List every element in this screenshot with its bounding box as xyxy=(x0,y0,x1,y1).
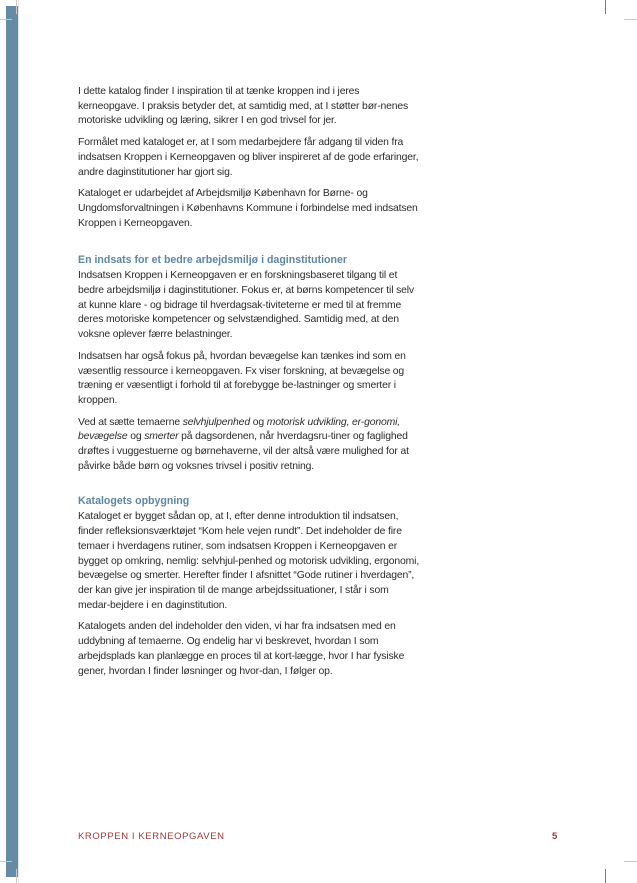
text-span: og xyxy=(127,431,145,443)
section-paragraph: Indsatsen Kroppen i Kerneopgaven er en forskningsbaseret tilgang til et bedre arbejdsmiljø i daginstitutioner. Fokus er, at børns kompetencer til selv at kunne klare - og bidrage til hverdagsak-tiviteterne er med til at fremme deres motoriske kompetencer og selvstændighed. Samtidig med, at den voksne oplever færre belastninger. xyxy=(78,270,414,341)
text-span: på dagsordenen, når hverdagsru-tiner og faglighed drøftes i vuggestuerne og børnehaverne, vil der altså være mulighed for at påvirke både børn og voksnes trivsel i positiv retning. xyxy=(78,431,409,472)
page-edge-line xyxy=(18,0,19,883)
crop-mark-bottom-right-h xyxy=(624,861,637,862)
section-heading: Katalogets opbygning xyxy=(78,495,190,508)
section-paragraph xyxy=(78,416,423,475)
page-body xyxy=(78,85,423,686)
crop-mark-bottom-left-v xyxy=(16,869,17,883)
emphasis-text: selvhjulpenhed xyxy=(182,416,250,428)
crop-mark-top-left-v xyxy=(16,0,17,14)
footer-title: KROPPEN I KERNEOPGAVEN xyxy=(78,831,225,842)
section-paragraph: Kataloget er bygget sådan op, at I, efter denne introduktion til indsatsen, finder refleksionsværktøjet “Kom hele vejen rundt”. Det indeholder de fire temaer i hverdagens rutiner, som indsatsen Kroppen i Kerneopgaven er bygget op omkring, nemlig: selvhjul-penhed og motorisk udvikling, ergonomi, bevægelse og smerter. Herefter finder I afsnittet “Gode rutiner i hverdagen”, der kan give jer inspiration til de mange arbejdssituationer, I står i som medar-bejdere i en daginstitution. xyxy=(78,511,420,611)
crop-mark-top-right-v xyxy=(605,0,606,14)
intro-paragraph: Kataloget er udarbejdet af Arbejdsmiljø København for Børne- og Ungdomsforvaltningen i Københavns Kommune i forbindelse med indsatsen Kroppen i Kerneopgaven. xyxy=(78,188,418,229)
emphasis-text: motorisk udvikling, er-gonomi, bevægelse xyxy=(78,416,401,443)
intro-paragraph: Formålet med kataloget er, at I som medarbejdere får adgang til viden fra indsatsen Kroppen i Kerneopgaven og bliver inspireret af de gode erfaringer, andre daginstitutioner har gjort sig. xyxy=(78,137,419,178)
intro-paragraph: I dette katalog finder I inspiration til at tænke kroppen ind i jeres kerneopgave. I praksis betyder det, at samtidig med, at I støtter bør-nenes motoriske udvikling og læring, sikrer I en god trivsel for jer. xyxy=(78,86,409,127)
sidebar-color-bar xyxy=(6,6,18,877)
crop-mark-top-left-h xyxy=(0,19,12,20)
section-paragraph: Indsatsen har også fokus på, hvordan bevægelse kan tænkes ind som en væsentlig ressource i kerneopgaven. Fx viser forskning, at bevægelse og træning er væsentligt i forhold til at forebygge be-lastninger og smerter i kroppen. xyxy=(78,350,406,406)
page-number: 5 xyxy=(552,831,558,842)
section-heading: En indsats for et bedre arbejdsmiljø i daginstitutioner xyxy=(78,254,348,267)
crop-mark-top-right-h xyxy=(624,19,637,20)
section-paragraph: Katalogets anden del indeholder den viden, vi har fra indsatsen med en uddybning af temaerne. Og endelig har vi beskrevet, hvordan I som arbejdsplads kan planlægge en proces til at kort-lægge, hvor I har fysiske gener, hvordan I finder løsninger og hvor-dan, I følger op. xyxy=(78,621,405,677)
crop-mark-bottom-right-v xyxy=(605,869,606,883)
emphasis-text: smerter xyxy=(144,431,179,443)
text-span: og xyxy=(249,416,267,428)
text-span: Ved at sætte temaerne xyxy=(78,416,183,428)
crop-mark-bottom-left-h xyxy=(0,861,12,862)
